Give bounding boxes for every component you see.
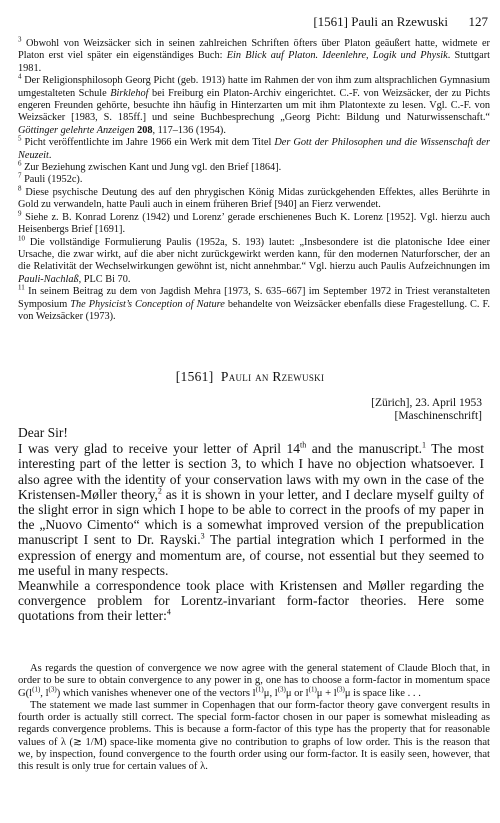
superscript: 3 bbox=[200, 531, 205, 541]
footnote bbox=[18, 159, 490, 174]
text-run: μ or l bbox=[285, 687, 309, 699]
text-run: Die vollständige Formulierung Paulis (1952a, S. 193) lautet: „Insbesondere ist die platonische Idee einer Ursache, die zwar wirkt, auf die aber nicht zurückgewirkt werden kann, für den modernen Naturforscher, der an die Relativität der Wechselwirkungen gewöhnt ist, nicht annehmbar.“ Vgl. hierzu auch Paulis Aufzeichnungen im bbox=[18, 236, 490, 273]
text-run: As regards the question of convergence we now agree with the general statement of Claude Bloch that, in order to be sure to obtain convergence to any power in g, one has to choose a form-factor in momentum space G(l bbox=[18, 663, 490, 699]
text-run: μ + l bbox=[316, 687, 337, 699]
salutation: Dear Sir! bbox=[18, 425, 68, 440]
superscript: th bbox=[299, 440, 307, 450]
superscript: (1) bbox=[255, 685, 264, 694]
footnote-number: 6 bbox=[18, 159, 22, 168]
footnotes-block bbox=[18, 35, 491, 323]
text-run: The most interesting part of the letter is section 3, to which I have no objection whatsoever. I also agree with the identity of your conservation laws with my own in the case of the Kristensen-Møller theory, bbox=[18, 441, 484, 502]
footnote bbox=[18, 184, 490, 212]
text-run: . bbox=[48, 149, 52, 161]
text-run: Göttinger gelehrte Anzeigen bbox=[18, 124, 135, 136]
footnote-number: 9 bbox=[18, 209, 22, 218]
text-run: , PLC Bi 70. bbox=[78, 273, 131, 285]
footnote bbox=[18, 209, 491, 237]
footnote bbox=[18, 35, 490, 75]
text-run: Picht veröffentlichte im Jahre 1966 ein Werk mit dem Titel bbox=[24, 137, 275, 149]
text-run: , 117–136 (1954). bbox=[152, 124, 226, 136]
text-run: behandelte von Weizsäcker ebenfalls diese Fragestellung. C. F. von Weizsäcker (1973). bbox=[18, 298, 491, 322]
text-run: Siehe z. B. Konrad Lorenz (1942) und Lorenz’ gerade erschienenes Buch K. Lorenz [1952]. Vgl. hierzu auch Heisenbergs Brief [1691]. bbox=[18, 211, 491, 236]
superscript: (1) bbox=[32, 685, 41, 694]
text-run: ) which vanishes whenever one of the vectors l bbox=[56, 687, 256, 699]
text-run: Der Gott der Philosophen und die Wissenschaft der Neuzeit bbox=[18, 137, 490, 161]
text-run: The statement we made last summer in Copenhagen that our form-factor theory gave convergent results in fourth order is actually still correct. The special form-factor chosen in our paper is somewhat misleading as regards convergence problems. This is because a form-factor of this type has the property that for reasonable values of λ (≳ 1/M) space-like momenta give no contribution to graphs of low order. This is the reason that we, by inspection, found convergence to the fourth order using our form-factor. It is easily seen, however, that this result is only true for certain values of λ. bbox=[18, 699, 490, 773]
quotation-block bbox=[18, 663, 490, 774]
footnote bbox=[18, 283, 491, 323]
text-run: Pauli-Nachlaß bbox=[18, 273, 79, 285]
text-run: bei Freiburg ein Platon-Archiv eingerichtet. C.-F. von Weizsäcker, der zu Pichts engeren Freunden gehörte, besuchte ihn häufig in Hinterzarten um mit ihm Platontexte zu lesen. Vgl. C.-F. von Weizsäcker [1983, S. 185ff.] und seine Buchbesprechung „Georg Picht: Bildung und Naturwissenschaft.“ bbox=[18, 87, 490, 124]
superscript: 2 bbox=[157, 486, 162, 496]
place-date: [Zürich], 23. April 1953 bbox=[371, 397, 482, 409]
text-run: The partial integration which I performed in the expression of energy and momentum are, of course, not essential but they seemed to me useful in many respects. bbox=[18, 532, 484, 578]
letter-body bbox=[18, 425, 484, 624]
footnote-number: 3 bbox=[18, 35, 22, 44]
text-run: Obwohl von Weizsäcker sich in seinen zahlreichen Schriften öfters über Platon geäußert hatte, widmete er Platon erst viel später ein eigenständiges Buch: bbox=[18, 38, 490, 62]
superscript: (3) bbox=[277, 685, 286, 694]
footnote bbox=[18, 134, 490, 162]
footnote-number: 8 bbox=[18, 184, 22, 193]
footnote-number: 5 bbox=[18, 134, 22, 143]
letter-number: [1561] bbox=[175, 369, 214, 384]
quotation-paragraph-2 bbox=[18, 700, 490, 774]
superscript: (1) bbox=[308, 685, 317, 694]
superscript: (3) bbox=[336, 685, 345, 694]
text-run: The Physicist’s Conception of Nature bbox=[70, 298, 225, 310]
letter-title: Pauli an Rzewuski bbox=[220, 369, 325, 384]
text-run: Zur Beziehung zwischen Kant und Jung vgl. den Brief [1864]. bbox=[24, 162, 282, 174]
text-run: In seinem Beitrag zu dem von Jagdish Mehra [1973, S. 635–667] im September 1972 in Triest veranstalteten Symposium bbox=[18, 286, 490, 310]
text-run: . Stuttgart 1981. bbox=[18, 50, 490, 74]
quotation-paragraph-1 bbox=[18, 663, 490, 700]
text-run: Pauli (1952c). bbox=[24, 174, 83, 186]
text-run: as it is shown in your letter, and I declare myself guilty of the slight error in sign which I hope to be able to correct in the proofs of my paper in the „Nuovo Cimento“ which is a somewhat improved version of the prepublication manuscript I sent to Dr. Rayski. bbox=[18, 486, 484, 548]
footnote-number: 4 bbox=[18, 72, 22, 81]
text-run: μ, l bbox=[263, 687, 278, 699]
footnote bbox=[18, 72, 490, 137]
text-run: μ is space like . . . bbox=[344, 687, 421, 699]
superscript: 1 bbox=[422, 440, 427, 450]
text-run: Birklehof bbox=[110, 87, 149, 99]
text-run: , l bbox=[40, 687, 49, 699]
letter-paragraph-1 bbox=[18, 441, 484, 578]
footnote-number: 10 bbox=[18, 234, 25, 243]
superscript: (3) bbox=[48, 685, 57, 694]
letter-heading bbox=[0, 369, 500, 385]
text-run: I was very glad to receive your letter of April 14 bbox=[18, 441, 300, 457]
footnote bbox=[18, 174, 490, 186]
text-run: Meanwhile a correspondence took place with Kristensen and Møller regarding the convergence problem for Lorentz-invariant form-factor theories. Here some quotations from their letter: bbox=[18, 578, 484, 624]
page-number: 127 bbox=[468, 14, 488, 29]
text-run: 208 bbox=[137, 124, 153, 136]
footnote-number: 11 bbox=[18, 283, 25, 292]
footnote bbox=[18, 234, 490, 287]
running-header bbox=[16, 8, 488, 28]
running-title: [1561] Pauli an Rzewuski bbox=[313, 14, 448, 29]
text-run: Der Religionsphilosoph Georg Picht (geb. 1913) hatte im Rahmen der von ihm zum altsprachlichen Gymnasium umgestalteten Schule bbox=[18, 75, 490, 99]
footnote-number: 7 bbox=[18, 172, 22, 181]
text-run: Ein Blick auf Platon. Ideenlehre, Logik und Physik bbox=[226, 50, 448, 62]
document-type: [Maschinenschrift] bbox=[394, 410, 482, 422]
letter-paragraph-2 bbox=[18, 578, 484, 624]
dateline bbox=[371, 397, 482, 423]
text-run: and the manuscript. bbox=[306, 441, 423, 457]
text-run: Diese psychische Deutung des auf den phrygischen König Midas zurückgehenden Effektes, alles Berührte in Gold zu verwandeln, hatte Pauli auch in einem früheren Brief [940] an Fierz verwendet. bbox=[18, 186, 490, 211]
superscript: 4 bbox=[166, 607, 171, 617]
